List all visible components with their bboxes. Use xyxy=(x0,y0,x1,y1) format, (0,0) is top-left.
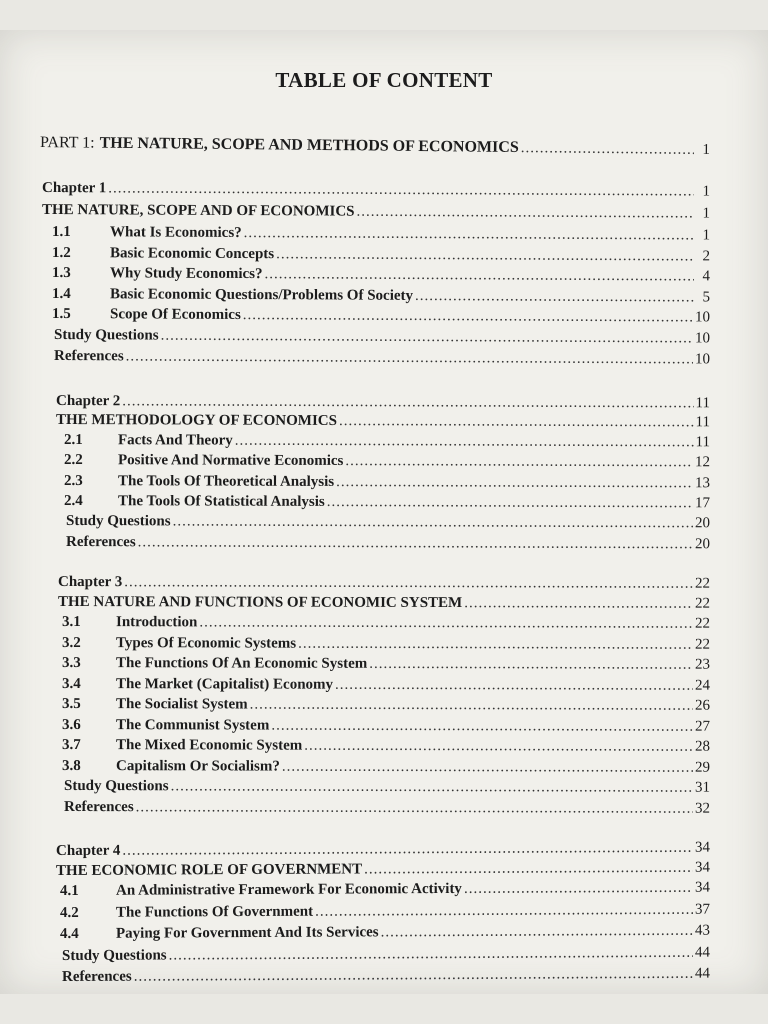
page-number: 10 xyxy=(694,350,711,368)
page-number: 37 xyxy=(694,901,711,918)
dot-leader xyxy=(173,514,693,533)
chapter-heading xyxy=(56,860,710,880)
entry-title: Why Study Economics? xyxy=(109,265,263,283)
page-number: 20 xyxy=(694,535,711,552)
page-number: 1 xyxy=(702,183,711,200)
entry-title: Study Questions xyxy=(63,778,169,795)
dot-leader xyxy=(464,595,693,613)
references-entry xyxy=(64,799,710,818)
page-number: 43 xyxy=(694,922,711,939)
section-number: 3.6 xyxy=(61,716,81,733)
page-number: 26 xyxy=(694,697,711,714)
page-number: 1 xyxy=(702,227,711,244)
dot-leader xyxy=(243,307,693,326)
section-number: 3.5 xyxy=(61,696,81,713)
chapter-label xyxy=(42,180,710,200)
section-entry xyxy=(64,432,710,451)
page-number: 34 xyxy=(694,879,711,896)
dot-leader xyxy=(345,453,693,471)
entry-title: THE NATURE AND FUNCTIONS OF ECONOMIC SYSTEM xyxy=(57,594,463,612)
section-entry xyxy=(62,676,710,695)
dot-leader xyxy=(364,860,693,879)
entry-title: Introduction xyxy=(115,614,198,631)
section-number: 3.1 xyxy=(61,614,81,631)
dot-leader xyxy=(315,901,693,920)
section-entry xyxy=(60,901,710,921)
entry-title: Basic Economic Questions/Problems Of Society xyxy=(109,286,414,304)
entry-title: Positive And Normative Economics xyxy=(117,452,344,470)
page-number: 44 xyxy=(694,944,711,961)
dot-leader xyxy=(415,288,694,306)
page-number: 2 xyxy=(702,247,711,265)
page-number: 11 xyxy=(695,434,711,451)
section-number: 2.2 xyxy=(63,452,83,469)
page-number: 31 xyxy=(694,779,711,796)
page-number: 22 xyxy=(694,636,711,653)
page-number: 24 xyxy=(694,677,711,694)
entry-title: THE NATURE, SCOPE AND OF ECONOMICS xyxy=(41,202,355,220)
entry-title: Chapter 3 xyxy=(57,574,123,591)
study-questions-entry xyxy=(62,944,710,964)
section-number: 1.2 xyxy=(51,244,71,261)
part-label: PART 1: xyxy=(39,134,95,152)
section-number: 1.1 xyxy=(51,224,71,241)
section-entry xyxy=(62,758,710,777)
section-number: 3.3 xyxy=(61,655,81,672)
entry-title: THE ECONOMIC ROLE OF GOVERNMENT xyxy=(55,861,363,879)
section-entry xyxy=(62,737,710,756)
chapter-label xyxy=(58,574,710,593)
chapter-heading xyxy=(42,202,710,222)
entry-title: Study Questions xyxy=(61,946,167,964)
section-entry xyxy=(62,635,710,654)
dot-leader xyxy=(521,140,694,159)
dot-leader xyxy=(276,246,694,265)
page-number: 22 xyxy=(694,615,711,632)
entry-title: Study Questions xyxy=(65,513,171,530)
study-questions-entry xyxy=(64,778,710,797)
dot-leader xyxy=(134,966,693,986)
chapter-heading xyxy=(56,412,710,431)
dot-leader xyxy=(169,944,693,964)
page-number: 13 xyxy=(694,474,711,491)
section-entry xyxy=(62,614,710,633)
page-number: 10 xyxy=(694,309,711,326)
dot-leader xyxy=(199,614,693,632)
section-number: 3.4 xyxy=(61,675,81,692)
page-number: 11 xyxy=(695,395,711,412)
dot-leader xyxy=(161,328,693,348)
entry-title: References xyxy=(61,968,132,985)
page-number: 44 xyxy=(694,965,711,982)
section-number: 3.2 xyxy=(61,634,81,651)
page-number: 29 xyxy=(694,759,711,776)
entry-title: Facts And Theory xyxy=(117,432,233,449)
entry-title: The Socialist System xyxy=(115,696,248,713)
entry-title: The Tools Of Theoretical Analysis xyxy=(117,472,335,490)
entry-title: The Mixed Economic System xyxy=(115,737,303,754)
dot-leader xyxy=(298,635,693,653)
entry-title: The Communist System xyxy=(115,716,270,734)
section-entry xyxy=(62,655,710,674)
page-number: 10 xyxy=(694,330,711,347)
dot-leader xyxy=(282,758,693,776)
section-entry xyxy=(60,923,710,943)
dot-leader xyxy=(250,696,693,714)
dot-leader xyxy=(108,180,694,200)
section-number: 1.4 xyxy=(51,285,71,302)
section-entry xyxy=(64,473,710,492)
page-number: 1 xyxy=(702,141,711,159)
section-number: 3.8 xyxy=(61,757,81,774)
page-number: 23 xyxy=(694,656,711,673)
references-entry xyxy=(62,966,710,986)
page-number: 12 xyxy=(694,454,711,471)
page-number: 22 xyxy=(694,595,711,612)
study-questions-entry xyxy=(66,513,710,532)
section-entry xyxy=(52,224,710,244)
dot-leader xyxy=(336,474,693,492)
entry-title: References xyxy=(65,533,136,550)
dot-leader xyxy=(327,494,693,512)
section-number: 3.7 xyxy=(61,737,81,754)
page-number: 4 xyxy=(702,268,711,285)
section-entry xyxy=(52,265,710,285)
chapter-label xyxy=(56,393,710,412)
section-number: 2.3 xyxy=(63,472,83,489)
dot-leader xyxy=(171,778,693,796)
section-entry xyxy=(62,696,710,715)
book-page xyxy=(0,30,768,994)
page-number: 5 xyxy=(702,289,711,306)
dot-leader xyxy=(464,880,693,898)
part-title: THE NATURE, SCOPE AND METHODS OF ECONOMICS xyxy=(99,134,519,157)
section-number: 2.1 xyxy=(63,432,83,449)
page-number: 28 xyxy=(694,738,711,755)
page-number: 20 xyxy=(694,515,711,532)
entry-title: An Administrative Framework For Economic Activity xyxy=(115,880,462,899)
entry-title: THE METHODOLOGY OF ECONOMICS xyxy=(55,412,338,429)
entry-title: The Market (Capitalist) Economy xyxy=(115,675,334,693)
page-number: 1 xyxy=(702,205,711,222)
dot-leader xyxy=(356,204,694,223)
dot-leader xyxy=(122,840,693,860)
section-number: 4.2 xyxy=(59,904,79,921)
dot-leader xyxy=(264,266,694,285)
dot-leader xyxy=(126,348,693,368)
entry-title: References xyxy=(63,798,134,815)
entry-title: Capitalism Or Socialism? xyxy=(115,757,280,775)
page-title: TABLE OF CONTENT xyxy=(275,68,493,92)
part-heading xyxy=(40,134,710,159)
dot-leader xyxy=(271,717,693,735)
section-number: 4.4 xyxy=(59,925,79,942)
dot-leader xyxy=(304,738,693,756)
entry-title: References xyxy=(53,347,124,364)
page-number: 32 xyxy=(694,800,711,817)
entry-title: Chapter 2 xyxy=(55,393,121,410)
page-number: 27 xyxy=(694,718,711,735)
dot-leader xyxy=(124,574,693,592)
entry-title: Basic Economic Concepts xyxy=(109,244,275,262)
section-number: 1.5 xyxy=(51,306,71,323)
entry-title: The Functions Of Government xyxy=(115,903,314,921)
entry-title: Chapter 4 xyxy=(55,842,121,859)
page-number: 34 xyxy=(694,839,711,856)
section-entry xyxy=(52,306,710,326)
study-questions-entry xyxy=(54,327,710,347)
entry-title: Paying For Government And Its Services xyxy=(115,924,379,942)
section-number: 4.1 xyxy=(59,882,79,899)
section-number: 1.3 xyxy=(51,265,71,282)
section-entry xyxy=(64,493,710,512)
section-entry xyxy=(64,452,710,471)
entry-title: Types Of Economic Systems xyxy=(115,634,297,652)
chapter-heading xyxy=(58,594,710,613)
section-entry xyxy=(52,245,710,265)
entry-title: The Functions Of An Economic System xyxy=(115,655,368,672)
dot-leader xyxy=(369,656,693,674)
dot-leader xyxy=(136,799,693,817)
references-entry xyxy=(66,534,710,553)
section-entry xyxy=(60,880,710,900)
page-number: 34 xyxy=(694,859,711,876)
dot-leader xyxy=(339,413,694,431)
entry-title: The Tools Of Statistical Analysis xyxy=(117,493,325,510)
table-of-contents xyxy=(0,30,768,994)
page-number: 22 xyxy=(694,575,711,592)
entry-title: Study Questions xyxy=(53,327,159,344)
entry-title: Chapter 1 xyxy=(41,180,107,197)
dot-leader xyxy=(244,225,694,244)
dot-leader xyxy=(122,393,693,412)
chapter-label xyxy=(56,840,710,860)
dot-leader xyxy=(335,676,693,694)
entry-title: Scope Of Economics xyxy=(109,306,241,324)
section-entry xyxy=(62,717,710,736)
page-number: 11 xyxy=(695,414,711,431)
references-entry xyxy=(54,348,710,368)
page-number: 17 xyxy=(694,495,711,512)
dot-leader xyxy=(138,534,693,553)
section-number: 2.4 xyxy=(63,492,83,509)
dot-leader xyxy=(381,923,693,942)
entry-title: What Is Economics? xyxy=(109,224,242,241)
section-entry xyxy=(52,286,710,306)
dot-leader xyxy=(235,433,694,452)
